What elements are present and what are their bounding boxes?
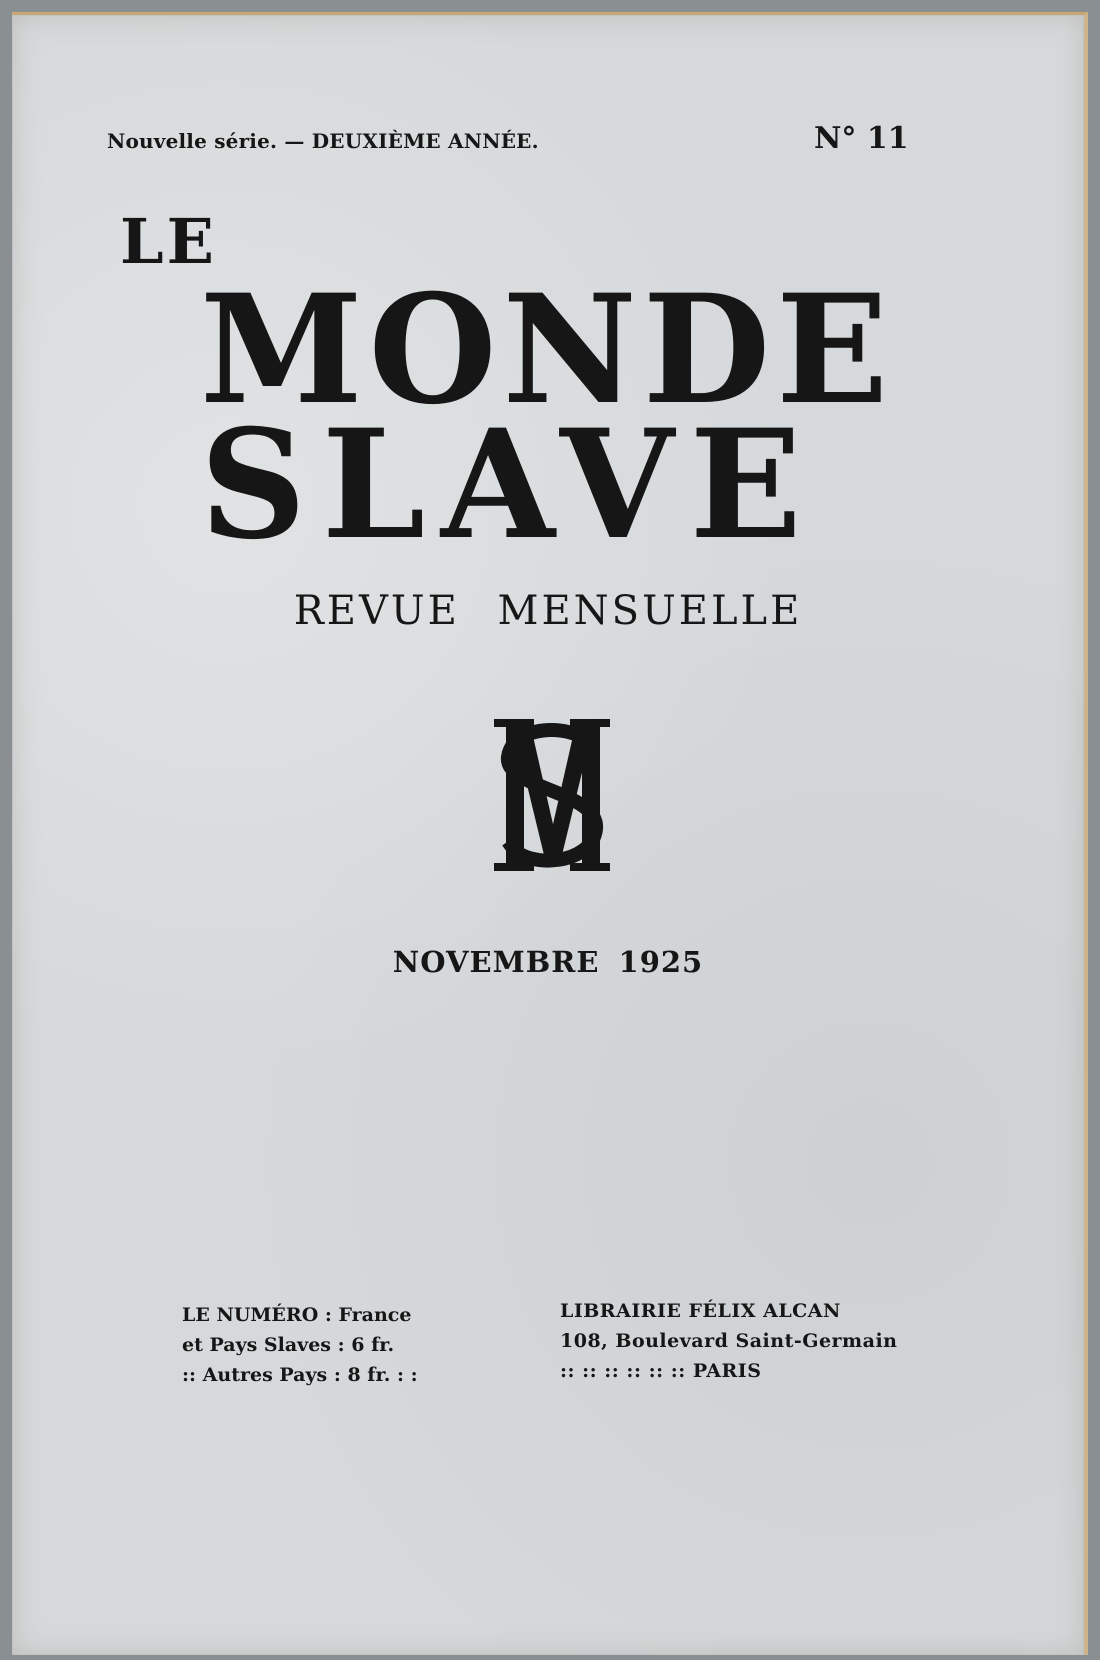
publisher-city: PARIS bbox=[692, 1360, 762, 1382]
publisher-info bbox=[560, 1296, 915, 1386]
issue-date: NOVEMBRE 1925 bbox=[392, 945, 704, 979]
ms-monogram-icon bbox=[472, 705, 632, 885]
price-line-1: LE NUMÉRO : France bbox=[182, 1304, 412, 1326]
issue-number: N° 11 bbox=[814, 121, 909, 156]
price-info bbox=[182, 1300, 418, 1390]
subtitle: REVUE MENSUELLE bbox=[293, 588, 803, 634]
series-line: Nouvelle série. — DEUXIÈME ANNÉE. bbox=[107, 129, 539, 153]
publisher-address: 108, Boulevard Saint-Germain bbox=[560, 1330, 898, 1352]
price-line-3: :: Autres Pays : 8 fr. : : bbox=[182, 1364, 418, 1386]
publisher-name: LIBRAIRIE FÉLIX ALCAN bbox=[560, 1300, 841, 1322]
magazine-cover bbox=[12, 12, 1088, 1655]
publisher-city-row bbox=[560, 1356, 915, 1386]
title-le: LE bbox=[120, 205, 217, 278]
title-monde: MONDE bbox=[200, 262, 895, 438]
title-slave: SLAVE bbox=[200, 397, 818, 573]
publisher-ornament: :: :: :: :: :: :: bbox=[560, 1360, 686, 1382]
price-line-2: et Pays Slaves : 6 fr. bbox=[182, 1334, 395, 1356]
